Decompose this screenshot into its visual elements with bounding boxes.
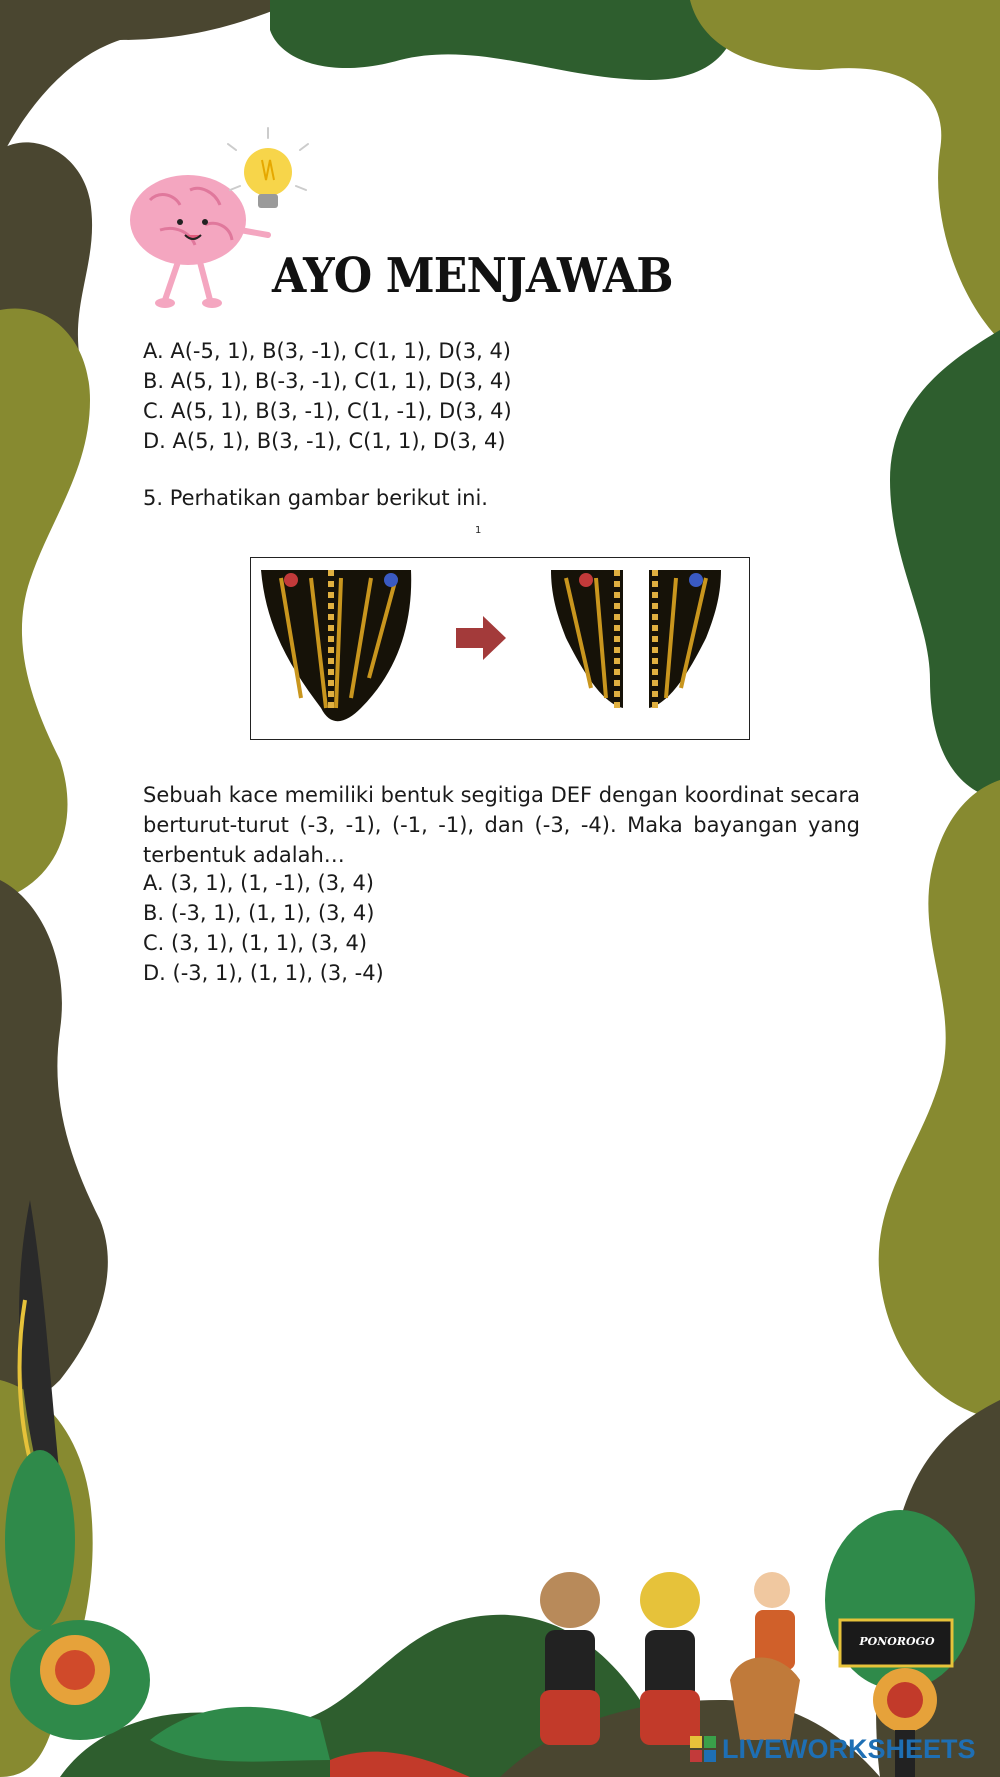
question-5-options	[143, 868, 384, 988]
ponorogo-sign: PONOROGO	[859, 1635, 935, 1648]
option-a: A. A(-5, 1), B(3, -1), C(1, 1), D(3, 4)	[143, 339, 511, 363]
previous-question-options	[143, 336, 512, 456]
arrow-right-icon	[456, 616, 506, 660]
batik-shape-left-half-icon	[551, 570, 623, 708]
reflection-figure	[250, 557, 750, 740]
q5-option-a: A. (3, 1), (1, -1), (3, 4)	[143, 871, 374, 895]
q5-option-b: B. (-3, 1), (1, 1), (3, 4)	[143, 901, 375, 925]
liveworksheets-brand[interactable]	[690, 1734, 976, 1764]
option-d: D. A(5, 1), B(3, -1), C(1, 1), D(3, 4)	[143, 429, 506, 453]
question-5-text: Sebuah kace memiliki bentuk segitiga DEF dengan koordinat secara berturut-turut (-3, -1), (-1, -1), dan (-3, -4). Maka bayangan yang terbentuk adalah…	[143, 783, 860, 867]
question-5-prompt: 5. Perhatikan gambar berikut ini.	[143, 486, 488, 510]
brand-label: LIVEWORKSHEETS	[722, 1733, 976, 1764]
batik-shape-right-half-icon	[649, 570, 721, 708]
figure-number: 1	[475, 525, 482, 536]
q5-option-c: C. (3, 1), (1, 1), (3, 4)	[143, 931, 368, 955]
option-c: C. A(5, 1), B(3, -1), C(1, -1), D(3, 4)	[143, 399, 512, 423]
page-title: AYO MENJAWAB	[272, 248, 673, 304]
liveworksheets-logo-icon	[690, 1736, 716, 1762]
question-5-paragraph	[143, 780, 860, 870]
option-b: B. A(5, 1), B(-3, -1), C(1, 1), D(3, 4)	[143, 369, 512, 393]
batik-shape-original-icon	[261, 570, 411, 721]
q5-option-d: D. (-3, 1), (1, 1), (3, -4)	[143, 961, 384, 985]
